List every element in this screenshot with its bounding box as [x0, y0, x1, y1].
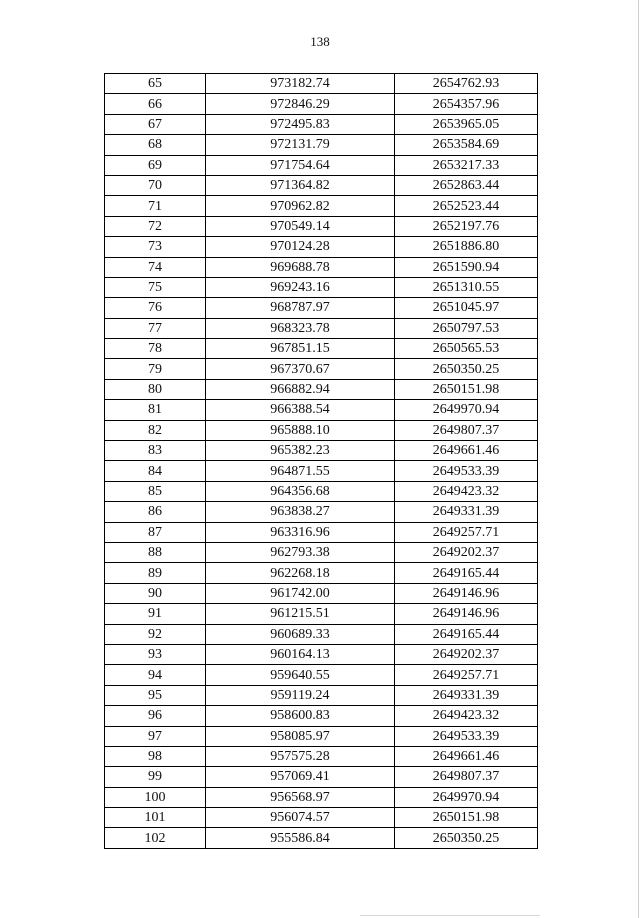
x-coordinate-cell: 966388.54: [206, 400, 395, 420]
y-coordinate-cell: 2649257.71: [395, 522, 538, 542]
table-row: [105, 237, 538, 257]
y-coordinate-cell: 2651045.97: [395, 298, 538, 318]
x-coordinate-cell: 955586.84: [206, 828, 395, 848]
point-index-cell: 90: [105, 583, 206, 603]
y-coordinate-cell: 2649970.94: [395, 400, 538, 420]
y-coordinate-cell: 2649146.96: [395, 583, 538, 603]
table-row: [105, 706, 538, 726]
point-index-cell: 68: [105, 135, 206, 155]
y-coordinate-cell: 2650350.25: [395, 828, 538, 848]
x-coordinate-cell: 958600.83: [206, 706, 395, 726]
x-coordinate-cell: 963838.27: [206, 502, 395, 522]
x-coordinate-cell: 959640.55: [206, 665, 395, 685]
y-coordinate-cell: 2649807.37: [395, 767, 538, 787]
table-row: [105, 74, 538, 94]
y-coordinate-cell: 2649970.94: [395, 787, 538, 807]
y-coordinate-cell: 2649257.71: [395, 665, 538, 685]
point-index-cell: 81: [105, 400, 206, 420]
x-coordinate-cell: 965888.10: [206, 420, 395, 440]
y-coordinate-cell: 2650151.98: [395, 808, 538, 828]
y-coordinate-cell: 2649165.44: [395, 563, 538, 583]
y-coordinate-cell: 2650151.98: [395, 379, 538, 399]
x-coordinate-cell: 971364.82: [206, 175, 395, 195]
point-index-cell: 86: [105, 502, 206, 522]
point-index-cell: 93: [105, 644, 206, 664]
point-index-cell: 91: [105, 604, 206, 624]
table-row: [105, 522, 538, 542]
point-index-cell: 69: [105, 155, 206, 175]
y-coordinate-cell: 2652197.76: [395, 216, 538, 236]
point-index-cell: 99: [105, 767, 206, 787]
point-index-cell: 85: [105, 481, 206, 501]
table-row: [105, 542, 538, 562]
page-edge-bottom: [360, 915, 540, 916]
table-row: [105, 257, 538, 277]
table-row: [105, 379, 538, 399]
point-index-cell: 74: [105, 257, 206, 277]
y-coordinate-cell: 2649533.39: [395, 461, 538, 481]
page-number: 138: [310, 34, 330, 49]
point-index-cell: 71: [105, 196, 206, 216]
y-coordinate-cell: 2652523.44: [395, 196, 538, 216]
table-row: [105, 665, 538, 685]
table-row: [105, 196, 538, 216]
y-coordinate-cell: 2649661.46: [395, 746, 538, 766]
y-coordinate-cell: 2650565.53: [395, 339, 538, 359]
table-row: [105, 787, 538, 807]
x-coordinate-cell: 962268.18: [206, 563, 395, 583]
point-index-cell: 97: [105, 726, 206, 746]
x-coordinate-cell: 970124.28: [206, 237, 395, 257]
table-row: [105, 155, 538, 175]
x-coordinate-cell: 956568.97: [206, 787, 395, 807]
table-row: [105, 420, 538, 440]
table-row: [105, 461, 538, 481]
y-coordinate-cell: 2653965.05: [395, 114, 538, 134]
x-coordinate-cell: 967851.15: [206, 339, 395, 359]
x-coordinate-cell: 964356.68: [206, 481, 395, 501]
table-row: [105, 339, 538, 359]
table-row: [105, 604, 538, 624]
point-index-cell: 77: [105, 318, 206, 338]
x-coordinate-cell: 960689.33: [206, 624, 395, 644]
page-edge-right: [638, 0, 639, 918]
x-coordinate-cell: 956074.57: [206, 808, 395, 828]
x-coordinate-cell: 972846.29: [206, 94, 395, 114]
x-coordinate-cell: 972495.83: [206, 114, 395, 134]
table-row: [105, 644, 538, 664]
x-coordinate-cell: 966882.94: [206, 379, 395, 399]
point-index-cell: 66: [105, 94, 206, 114]
y-coordinate-cell: 2650797.53: [395, 318, 538, 338]
y-coordinate-cell: 2649202.37: [395, 644, 538, 664]
x-coordinate-cell: 973182.74: [206, 74, 395, 94]
y-coordinate-cell: 2651590.94: [395, 257, 538, 277]
table-row: [105, 624, 538, 644]
table-row: [105, 359, 538, 379]
point-index-cell: 88: [105, 542, 206, 562]
y-coordinate-cell: 2649165.44: [395, 624, 538, 644]
point-index-cell: 100: [105, 787, 206, 807]
table-row: [105, 828, 538, 848]
x-coordinate-cell: 969243.16: [206, 277, 395, 297]
table-row: [105, 441, 538, 461]
y-coordinate-cell: 2649331.39: [395, 502, 538, 522]
table-row: [105, 175, 538, 195]
x-coordinate-cell: 962793.38: [206, 542, 395, 562]
point-index-cell: 75: [105, 277, 206, 297]
point-index-cell: 84: [105, 461, 206, 481]
x-coordinate-cell: 961742.00: [206, 583, 395, 603]
x-coordinate-cell: 968323.78: [206, 318, 395, 338]
y-coordinate-cell: 2653584.69: [395, 135, 538, 155]
x-coordinate-cell: 963316.96: [206, 522, 395, 542]
x-coordinate-cell: 960164.13: [206, 644, 395, 664]
y-coordinate-cell: 2649331.39: [395, 685, 538, 705]
y-coordinate-cell: 2651310.55: [395, 277, 538, 297]
table-row: [105, 298, 538, 318]
y-coordinate-cell: 2654762.93: [395, 74, 538, 94]
x-coordinate-cell: 971754.64: [206, 155, 395, 175]
table-row: [105, 583, 538, 603]
table-row: [105, 685, 538, 705]
table-row: [105, 767, 538, 787]
x-coordinate-cell: 967370.67: [206, 359, 395, 379]
point-index-cell: 73: [105, 237, 206, 257]
x-coordinate-cell: 961215.51: [206, 604, 395, 624]
y-coordinate-cell: 2649146.96: [395, 604, 538, 624]
y-coordinate-cell: 2654357.96: [395, 94, 538, 114]
table-row: [105, 94, 538, 114]
y-coordinate-cell: 2652863.44: [395, 175, 538, 195]
table-row: [105, 502, 538, 522]
x-coordinate-cell: 965382.23: [206, 441, 395, 461]
point-index-cell: 83: [105, 441, 206, 461]
table-row: [105, 277, 538, 297]
y-coordinate-cell: 2650350.25: [395, 359, 538, 379]
point-index-cell: 95: [105, 685, 206, 705]
table-row: [105, 400, 538, 420]
x-coordinate-cell: 970962.82: [206, 196, 395, 216]
point-index-cell: 65: [105, 74, 206, 94]
x-coordinate-cell: 957575.28: [206, 746, 395, 766]
x-coordinate-cell: 958085.97: [206, 726, 395, 746]
point-index-cell: 76: [105, 298, 206, 318]
point-index-cell: 79: [105, 359, 206, 379]
coordinate-table-body: [105, 74, 538, 849]
x-coordinate-cell: 970549.14: [206, 216, 395, 236]
x-coordinate-cell: 968787.97: [206, 298, 395, 318]
table-row: [105, 114, 538, 134]
table-row: [105, 726, 538, 746]
point-index-cell: 80: [105, 379, 206, 399]
y-coordinate-cell: 2649661.46: [395, 441, 538, 461]
point-index-cell: 72: [105, 216, 206, 236]
coordinate-table: [104, 73, 538, 849]
table-row: [105, 746, 538, 766]
table-row: [105, 318, 538, 338]
point-index-cell: 87: [105, 522, 206, 542]
y-coordinate-cell: 2649807.37: [395, 420, 538, 440]
table-row: [105, 135, 538, 155]
point-index-cell: 92: [105, 624, 206, 644]
point-index-cell: 96: [105, 706, 206, 726]
x-coordinate-cell: 957069.41: [206, 767, 395, 787]
y-coordinate-cell: 2649423.32: [395, 481, 538, 501]
y-coordinate-cell: 2651886.80: [395, 237, 538, 257]
point-index-cell: 70: [105, 175, 206, 195]
point-index-cell: 101: [105, 808, 206, 828]
point-index-cell: 98: [105, 746, 206, 766]
point-index-cell: 94: [105, 665, 206, 685]
point-index-cell: 78: [105, 339, 206, 359]
table-row: [105, 216, 538, 236]
x-coordinate-cell: 964871.55: [206, 461, 395, 481]
x-coordinate-cell: 969688.78: [206, 257, 395, 277]
y-coordinate-cell: 2649202.37: [395, 542, 538, 562]
point-index-cell: 67: [105, 114, 206, 134]
point-index-cell: 102: [105, 828, 206, 848]
y-coordinate-cell: 2649423.32: [395, 706, 538, 726]
table-row: [105, 808, 538, 828]
x-coordinate-cell: 959119.24: [206, 685, 395, 705]
point-index-cell: 82: [105, 420, 206, 440]
table-row: [105, 481, 538, 501]
table-row: [105, 563, 538, 583]
y-coordinate-cell: 2653217.33: [395, 155, 538, 175]
y-coordinate-cell: 2649533.39: [395, 726, 538, 746]
point-index-cell: 89: [105, 563, 206, 583]
x-coordinate-cell: 972131.79: [206, 135, 395, 155]
